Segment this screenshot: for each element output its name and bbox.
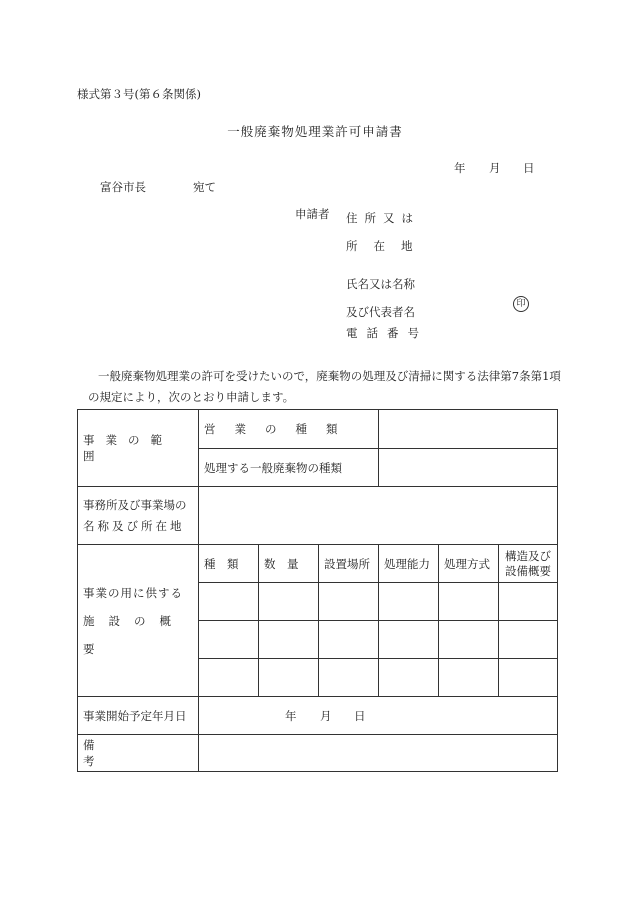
start-date-month: 月 bbox=[320, 709, 332, 723]
body-text-line-1: 一般廃棄物処理業の許可を受けたいので，廃棄物の処理及び清掃に関する法律第7条第1項 bbox=[98, 369, 561, 383]
facility-row-3-type[interactable] bbox=[199, 659, 259, 697]
body-text-line-2: の規定により，次のとおり申請します。 bbox=[88, 390, 295, 404]
form-number: 様式第３号(第６条関係) bbox=[77, 87, 201, 101]
facility-row-1-type[interactable] bbox=[199, 583, 259, 621]
office-value-cell[interactable] bbox=[199, 487, 558, 545]
addressee-name: 富谷市長 bbox=[100, 180, 146, 194]
waste-type-label-cell bbox=[199, 449, 379, 487]
date-day-label: 日 bbox=[523, 161, 535, 175]
facility-row-1-quantity[interactable] bbox=[259, 583, 319, 621]
facility-col-location bbox=[319, 545, 379, 583]
scope-label-cell bbox=[78, 410, 199, 487]
remarks-label-cell bbox=[78, 735, 199, 772]
start-date-day: 日 bbox=[354, 709, 366, 723]
facility-col-method bbox=[439, 545, 499, 583]
facility-col-capacity bbox=[379, 545, 439, 583]
business-type-label: 営業の種類 bbox=[204, 422, 357, 436]
date-year-label: 年 bbox=[454, 161, 466, 175]
facility-col-method-text: 処理方式 bbox=[444, 556, 490, 571]
address-label-1-text: 住所又は bbox=[346, 211, 420, 225]
waste-type-value-cell[interactable] bbox=[379, 449, 558, 487]
name-label-line-1: 氏名又は名称 bbox=[346, 277, 415, 291]
facility-row-3-capacity[interactable] bbox=[379, 659, 439, 697]
facility-col-quantity-text: 数 量 bbox=[264, 556, 299, 571]
business-type-label-cell bbox=[199, 410, 379, 449]
facility-row-2-structure[interactable] bbox=[499, 621, 558, 659]
facility-row-3-location[interactable] bbox=[319, 659, 379, 697]
name-label-line-2: 及び代表者名 bbox=[346, 305, 415, 319]
facility-row-1-method[interactable] bbox=[439, 583, 499, 621]
facility-row-2-type[interactable] bbox=[199, 621, 259, 659]
facility-row-1-capacity[interactable] bbox=[379, 583, 439, 621]
facility-col-type bbox=[199, 545, 259, 583]
facility-label-cell bbox=[78, 545, 199, 697]
address-label-line-2: 所在地 bbox=[346, 239, 429, 253]
facility-row-2-location[interactable] bbox=[319, 621, 379, 659]
start-date-value-cell[interactable] bbox=[199, 697, 558, 735]
facility-row-3-quantity[interactable] bbox=[259, 659, 319, 697]
start-date-label: 事業開始予定年月日 bbox=[83, 708, 187, 723]
start-date-label-cell bbox=[78, 697, 199, 735]
facility-col-structure-text: 構造及び設備概要 bbox=[505, 548, 552, 578]
waste-type-label: 処理する一般廃棄物の種類 bbox=[204, 460, 342, 475]
facility-row-1-structure[interactable] bbox=[499, 583, 558, 621]
business-type-value-cell[interactable] bbox=[379, 410, 558, 449]
facility-row-2-quantity[interactable] bbox=[259, 621, 319, 659]
facility-row-2-method[interactable] bbox=[439, 621, 499, 659]
office-label-line-2: 名称及び所在地 bbox=[83, 518, 185, 533]
facility-label-line-1: 事業の用に供する bbox=[83, 585, 183, 600]
remarks-label: 備考 bbox=[83, 738, 164, 768]
facility-row-3-structure[interactable] bbox=[499, 659, 558, 697]
addressee-suffix: 宛て bbox=[193, 180, 216, 194]
facility-row-3-method[interactable] bbox=[439, 659, 499, 697]
facility-row-2-capacity[interactable] bbox=[379, 621, 439, 659]
seal-mark: 印 bbox=[513, 296, 529, 312]
application-table bbox=[77, 409, 558, 772]
facility-col-capacity-text: 処理能力 bbox=[384, 556, 430, 571]
address-label-line-1 bbox=[346, 210, 420, 226]
start-date-year: 年 bbox=[285, 709, 297, 723]
facility-col-type-text: 種 類 bbox=[204, 556, 239, 571]
office-label-line-1: 事務所及び事業場の bbox=[83, 497, 187, 512]
phone-label: 電話番号 bbox=[346, 326, 428, 340]
applicant-label: 申請者 bbox=[295, 207, 330, 221]
facility-col-location-text: 設置場所 bbox=[324, 556, 370, 571]
facility-row-1-location[interactable] bbox=[319, 583, 379, 621]
office-label-cell bbox=[78, 487, 199, 545]
facility-col-quantity bbox=[259, 545, 319, 583]
facility-col-structure bbox=[499, 545, 558, 583]
facility-label-line-2: 施設の概要 bbox=[83, 613, 185, 656]
scope-label: 事業の範囲 bbox=[83, 433, 173, 463]
document-title: 一般廃棄物処理業許可申請書 bbox=[227, 124, 403, 139]
remarks-value-cell[interactable] bbox=[199, 735, 558, 772]
date-month-label: 月 bbox=[489, 161, 501, 175]
